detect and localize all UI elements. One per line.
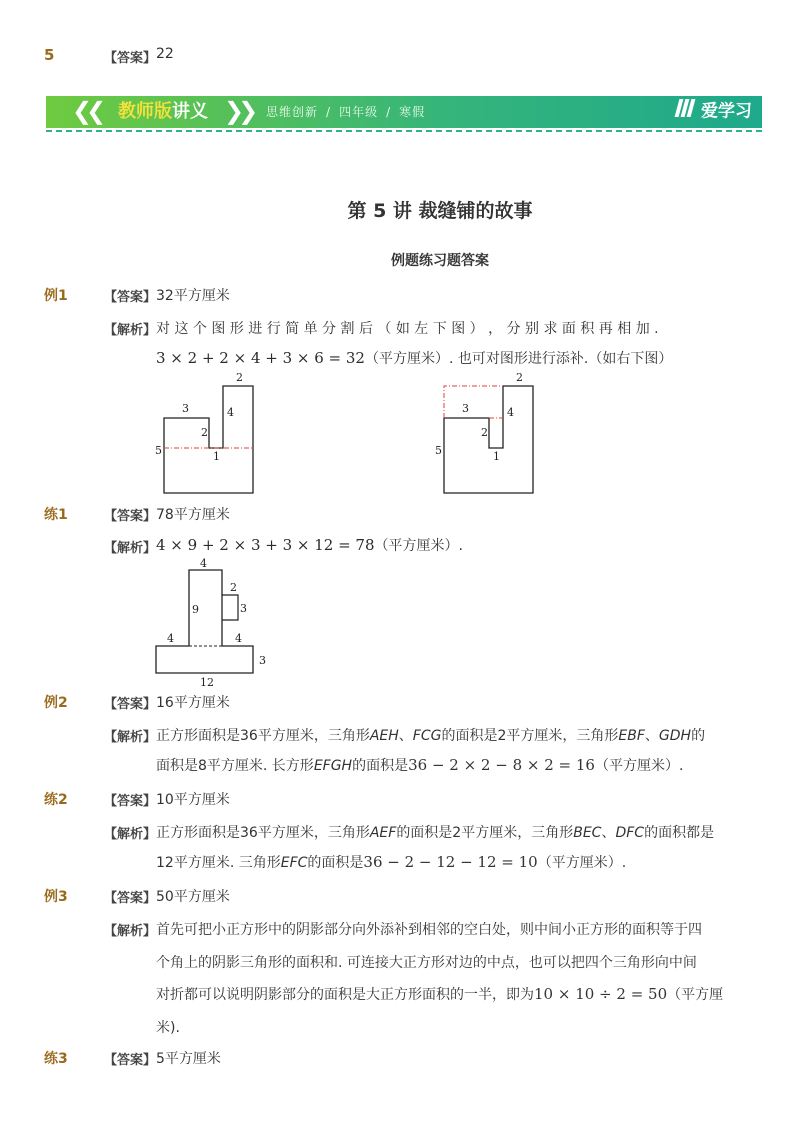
analysis-text: 的面积是2平方厘米，三角形	[441, 728, 619, 744]
prev-answer-tag: 【答案】	[104, 51, 157, 66]
analysis-text: （平方厘米）. 也可对图形进行添补.（如右下图）	[364, 351, 673, 367]
shape-name: AEH	[369, 728, 399, 744]
fig-label: 3	[182, 402, 189, 415]
shape-name: EFGH	[313, 758, 353, 774]
figure-fill	[430, 368, 570, 498]
shape-name: EBF	[618, 728, 645, 744]
analysis-text: 、	[644, 728, 659, 744]
answer-value: 78平方厘米	[156, 507, 230, 523]
fig-label: 3	[240, 602, 247, 615]
analysis-text: 面积是8平方厘米. 长方形	[156, 758, 314, 774]
page-title: 第 5 讲 裁缝铺的故事	[347, 200, 533, 222]
problem-label: 例3	[44, 889, 68, 905]
breadcrumb-term: 寒假	[399, 105, 426, 119]
analysis-tag: 【解析】	[104, 827, 157, 842]
analysis-tag: 【解析】	[104, 924, 157, 939]
fig-label: 5	[155, 444, 162, 457]
fill-line	[444, 386, 503, 418]
shape-name: GDH	[658, 728, 692, 744]
brand-title	[118, 100, 208, 124]
banner-divider	[46, 130, 762, 132]
fig-label: 12	[200, 676, 214, 689]
answer-tag: 【答案】	[104, 794, 157, 809]
analysis-text: （平方厘	[667, 987, 724, 1003]
problem-label: 练3	[44, 1051, 68, 1067]
analysis-text: 的面积是	[352, 758, 409, 774]
figure-bump	[222, 595, 238, 620]
analysis-tag: 【解析】	[104, 730, 157, 745]
analysis-tag: 【解析】	[104, 541, 157, 556]
figure-outline	[444, 386, 533, 493]
logo-text: 爱学习	[701, 101, 752, 122]
answer-tag: 【答案】	[104, 891, 157, 906]
analysis-text: 首先可把小正方形中的阴影部分向外添补到相邻的空白处，则中间小正方形的面积等于四	[156, 922, 702, 938]
shape-name: EFC	[280, 855, 308, 871]
analysis-text: 12平方厘米. 三角形	[156, 855, 281, 871]
analysis-text: 对 这 个 图 形 进 行 简 单 分 割 后 （ 如 左 下 图 ） ， 分 别 求 面 积 再 相 加 .	[156, 321, 659, 337]
shape-name: FCG	[412, 728, 442, 744]
breadcrumb	[266, 103, 425, 120]
math-expression: 36 − 2 × 2 − 8 × 2 = 16	[408, 756, 595, 774]
section-subtitle: 例题练习题答案	[391, 253, 489, 269]
analysis-line	[156, 755, 683, 775]
fig-label: 9	[192, 603, 199, 616]
analysis-text: 正方形面积是36平方厘米，三角形	[156, 728, 370, 744]
prev-problem-number: 5	[44, 46, 55, 64]
analysis-text: 的面积都是	[644, 825, 715, 841]
fig-label: 1	[213, 450, 220, 463]
analysis-text: 的面积是2平方厘米，三角形	[396, 825, 574, 841]
answer-value: 10平方厘米	[156, 792, 230, 808]
figure-split	[150, 368, 290, 498]
fig-label: 4	[507, 406, 514, 419]
figure-outline	[156, 570, 253, 673]
fig-label: 5	[435, 444, 442, 457]
math-expression: 36 − 2 − 12 − 12 = 10	[363, 853, 538, 871]
fig-label: 1	[493, 450, 500, 463]
math-expression: 3 × 2 + 2 × 4 + 3 × 6 = 32	[156, 349, 365, 367]
analysis-line	[156, 984, 723, 1004]
chevron-right-icon: ❯❯	[224, 97, 253, 125]
figure-outline	[164, 386, 253, 493]
analysis-text: （平方厘米）.	[537, 855, 627, 871]
analysis-line	[156, 725, 705, 745]
breadcrumb-subject: 思维创新	[266, 105, 319, 119]
analysis-line	[156, 852, 626, 872]
problem-label: 练1	[44, 507, 68, 523]
fig-label: 3	[259, 654, 266, 667]
breadcrumb-sep: /	[386, 105, 392, 119]
analysis-line	[156, 822, 714, 842]
problem-label: 练2	[44, 792, 68, 808]
fig-label: 2	[481, 426, 488, 439]
analysis-text: 的面积是	[307, 855, 364, 871]
analysis-text: 、	[398, 728, 413, 744]
analysis-text: 米).	[156, 1020, 180, 1036]
problem-label: 例1	[44, 288, 68, 304]
logo-icon	[677, 99, 695, 124]
figure-tower	[150, 558, 280, 690]
fig-label: 2	[516, 371, 523, 384]
fig-label: 4	[227, 406, 234, 419]
analysis-text: 个角上的阴影三角形的面积和. 可连接大正方形对边的中点，也可以把四个三角形向中间	[156, 955, 697, 971]
analysis-text: 对折都可以说明阴影部分的面积是大正方形面积的一半，即为	[156, 987, 534, 1003]
shape-name: AEF	[369, 825, 397, 841]
fig-label: 4	[200, 558, 207, 570]
answer-value: 50平方厘米	[156, 889, 230, 905]
analysis-line	[156, 535, 463, 555]
math-expression: 10 × 10 ÷ 2 = 50	[534, 985, 668, 1003]
chevron-left-icon: ❮❮	[72, 97, 101, 125]
answer-value: 16平方厘米	[156, 695, 230, 711]
analysis-text: （平方厘米）.	[594, 758, 684, 774]
fig-label: 2	[201, 426, 208, 439]
breadcrumb-sep: /	[326, 105, 332, 119]
answer-tag: 【答案】	[104, 1053, 157, 1068]
shape-name: BEC	[573, 825, 602, 841]
breadcrumb-grade: 四年级	[339, 105, 379, 119]
answer-value: 32平方厘米	[156, 288, 230, 304]
analysis-text: 正方形面积是36平方厘米，三角形	[156, 825, 370, 841]
fig-label: 2	[236, 371, 243, 384]
fig-label: 4	[235, 632, 242, 645]
answer-tag: 【答案】	[104, 290, 157, 305]
math-expression: 4 × 9 + 2 × 3 + 3 × 12 = 78	[156, 536, 375, 554]
analysis-text: 、	[601, 825, 616, 841]
problem-label: 例2	[44, 695, 68, 711]
fig-label: 4	[167, 632, 174, 645]
analysis-line	[156, 348, 672, 368]
answer-value: 5平方厘米	[156, 1051, 221, 1067]
analysis-text: （平方厘米）.	[374, 538, 463, 554]
brand-part-a: 教师版	[118, 101, 172, 122]
shape-name: DFC	[615, 825, 645, 841]
answer-tag: 【答案】	[104, 509, 157, 524]
analysis-text: 的	[691, 728, 706, 744]
header-banner	[46, 96, 762, 128]
fig-label: 3	[462, 402, 469, 415]
prev-answer-value: 22	[156, 46, 174, 62]
brand-part-b: 讲义	[172, 101, 208, 122]
fig-label: 2	[230, 581, 237, 594]
logo	[677, 99, 752, 124]
answer-tag: 【答案】	[104, 697, 157, 712]
analysis-tag: 【解析】	[104, 323, 157, 338]
